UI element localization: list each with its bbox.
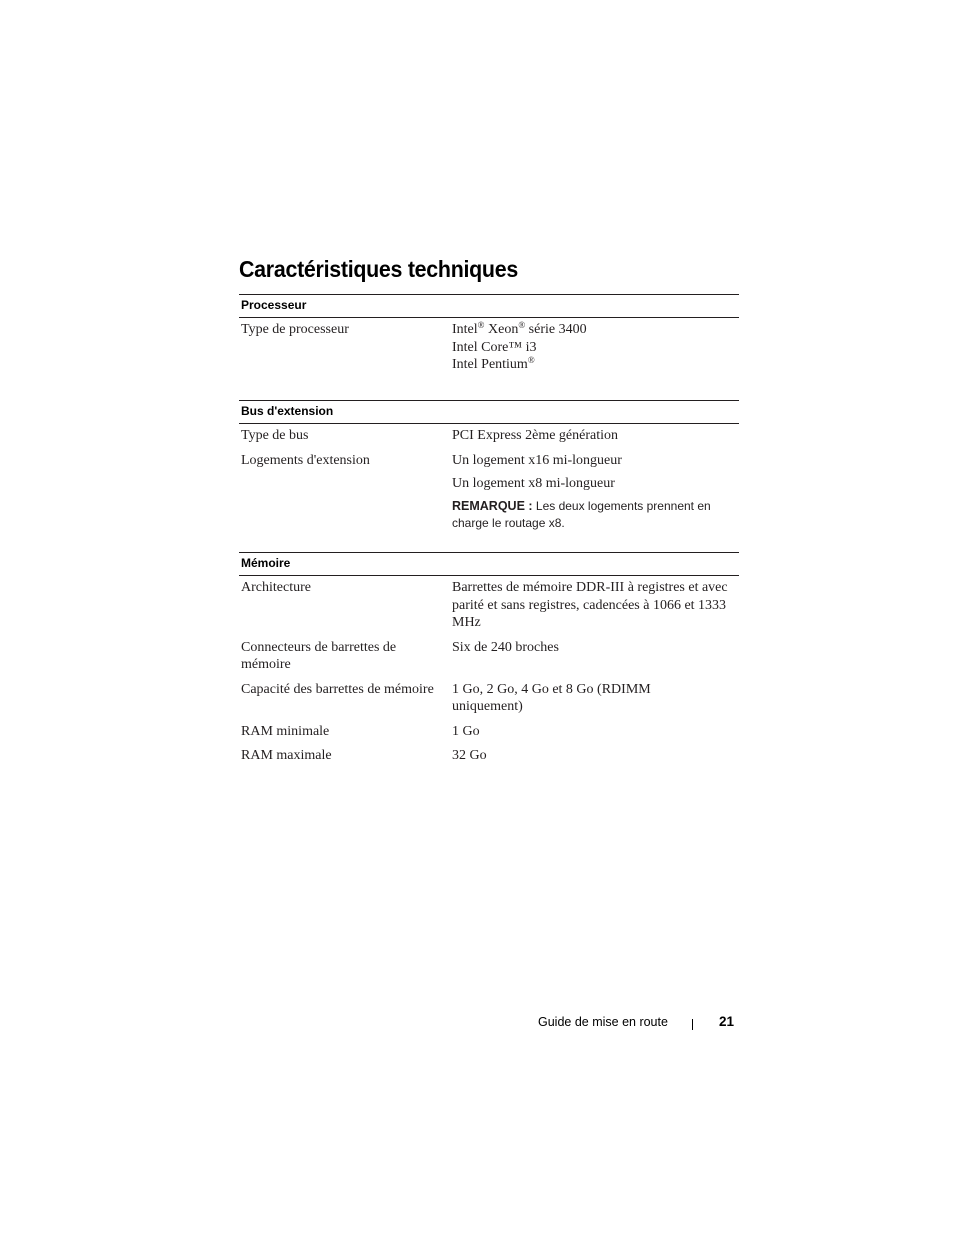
spec-label: Architecture	[241, 580, 311, 595]
section-header-bus: Bus d'extension	[239, 400, 739, 424]
spec-label: RAM maximale	[241, 748, 332, 763]
footer-guide-title: Guide de mise en route	[538, 1015, 668, 1029]
spec-label: Type de processeur	[241, 322, 349, 337]
processor-brand-pentium: Intel Pentium	[452, 357, 528, 372]
section-header-processeur: Processeur	[239, 294, 739, 318]
note	[452, 498, 739, 532]
spec-label: Logements d'extension	[241, 452, 370, 468]
slot-x8: Un logement x8 mi-longueur	[452, 476, 615, 491]
note-text: Les deux logements prennent en charge le routage x8.	[452, 498, 711, 530]
page-number: 21	[719, 1014, 735, 1029]
page-title: Caractéristiques techniques	[239, 256, 518, 282]
spec-value: PCI Express 2ème génération	[452, 428, 619, 443]
spec-row-capacity	[239, 681, 739, 716]
spec-row-architecture	[239, 579, 739, 632]
spec-value: 32 Go	[452, 748, 487, 763]
spec-value	[452, 452, 739, 532]
spec-value: 1 Go	[452, 723, 480, 739]
spec-value	[452, 321, 739, 374]
processor-line-pentium	[452, 356, 739, 374]
processor-line-core: Intel Core™ i3	[452, 339, 537, 355]
section-processeur	[239, 294, 739, 374]
section-header-memoire: Mémoire	[239, 552, 739, 576]
processor-line-xeon	[452, 321, 739, 339]
spec-row-expansion-slots	[239, 452, 739, 532]
note-label: REMARQUE :	[452, 498, 533, 513]
spec-row-connectors	[239, 639, 739, 674]
spec-label: Capacité des barrettes de mémoire	[241, 681, 434, 697]
registered-mark: ®	[477, 320, 485, 330]
spec-value: 1 Go, 2 Go, 4 Go et 8 Go (RDIMM uniquement)	[452, 681, 651, 714]
registered-mark: ®	[527, 355, 535, 365]
spec-value: Barrettes de mémoire DDR-III à registres et avec parité et sans registres, cadencées à 1066 et 1333 MHz	[452, 580, 728, 630]
footer-separator	[692, 1019, 693, 1030]
processor-brand-xeon: Xeon	[484, 322, 519, 337]
section-bus	[239, 400, 739, 532]
spec-row-ram-max	[239, 747, 739, 765]
registered-mark: ®	[518, 320, 526, 330]
spec-label: Connecteurs de barrettes de mémoire	[241, 639, 397, 672]
spec-value: Six de 240 broches	[452, 639, 559, 655]
slot-x16: Un logement x16 mi-longueur	[452, 452, 622, 468]
spec-row-processor-type	[239, 321, 739, 374]
spec-row-ram-min	[239, 723, 739, 741]
section-memoire	[239, 552, 739, 765]
spec-label: Type de bus	[241, 428, 309, 443]
processor-series: série 3400	[525, 322, 587, 337]
spec-row-bus-type	[239, 427, 739, 445]
processor-brand-intel: Intel	[452, 322, 478, 337]
spec-label: RAM minimale	[241, 723, 330, 739]
